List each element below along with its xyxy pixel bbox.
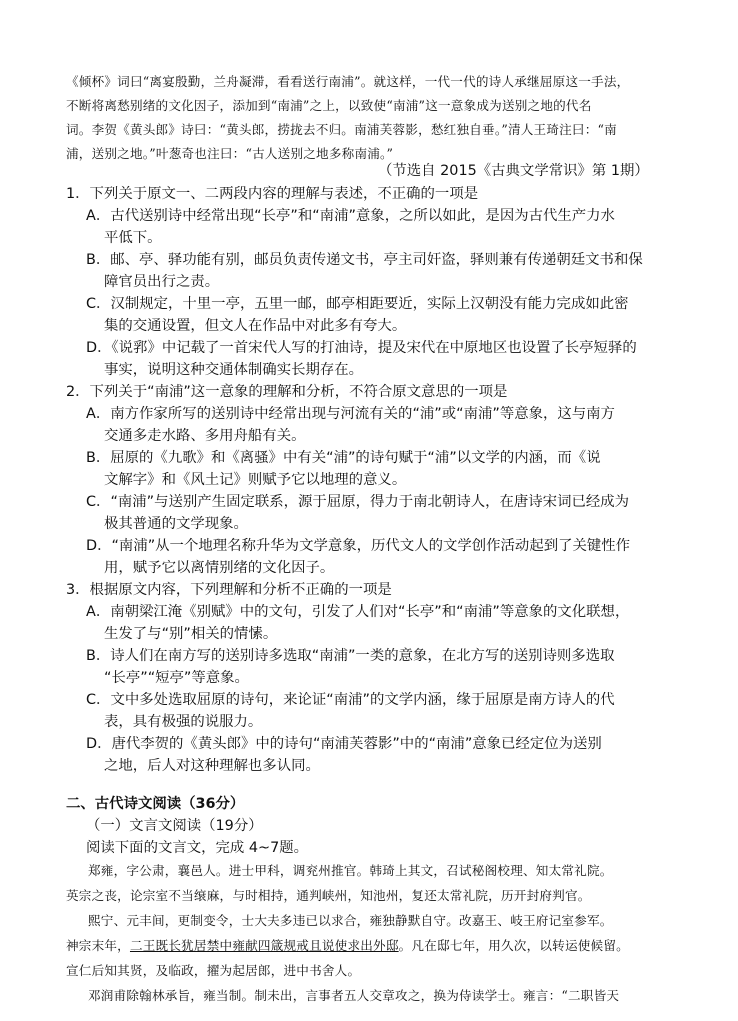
q2-option-b-cont: 文解字》和《风土记》则赋予它以地理的意义。 [104, 472, 407, 488]
q1-option-d: D．《说郛》中记载了一首宋代人写的打油诗，提及宋代在中原地区也设置了长亭短驿的 [86, 340, 637, 356]
underlined-sentence: 二王既长犹居禁中雍献四箴规戒且说使求出外邸 [129, 938, 399, 953]
q3-option-b-cont: “长亭”“短亭”等意象。 [104, 670, 249, 686]
question-2-stem: 2．下列关于“南浦”这一意象的理解和分析，不符合原文意思的一项是 [66, 384, 508, 400]
question-1-stem: 1．下列关于原文一、二两段内容的理解与表述，不正确的一项是 [66, 186, 479, 202]
passage-text: 神宗末年， [66, 938, 130, 953]
section-heading: 二、古代诗文阅读（36分） [66, 796, 245, 812]
reading-instruction: 阅读下面的文言文，完成 4~7题。 [86, 840, 309, 856]
q2-option-b: B．屈原的《九歌》和《离骚》中有关“浦”的诗句赋于“浦”以文学的内涵，而《说 [86, 450, 601, 466]
source-citation: （节选自 2015《古典文学常识》第 1期） [378, 163, 649, 179]
q1-option-a: A．古代送别诗中经常出现“长亭”和“南浦”意象，之所以如此，是因为古代生产力水 [86, 208, 615, 224]
intro-line: 《倾杯》词曰“离宴殷勤，兰舟凝滞，看看送行南浦”。就这样，一代一代的诗人承继屈原这一手法， [66, 74, 630, 89]
q1-option-b-cont: 障官员出行之责。 [104, 274, 220, 290]
q1-option-c: C．汉制规定，十里一亭，五里一邮，邮亭相距要近，实际上汉朝没有能力完成如此密 [86, 296, 629, 312]
intro-line: 不断将离愁别绪的文化因子，添加到“南浦”之上，以致使“南浦”这一意象成为送别之地的代名 [66, 98, 592, 113]
intro-line: 浦，送别之地。”叶葱奇也注曰：“古人送别之地多称南浦。” [66, 146, 394, 161]
passage-line: 宣仁后知其贤，及临政，擢为起居郎，进中书舍人。 [66, 963, 361, 978]
subsection-heading: （一）文言文阅读（19分） [86, 818, 263, 834]
q2-option-c-cont: 极其普通的文学现象。 [104, 516, 248, 532]
q2-option-d: D．“南浦”从一个地理名称升华为文学意象，历代文人的文学创作活动起到了关键性作 [86, 538, 631, 554]
q2-option-a-cont: 交通多走水路、多用舟船有关。 [104, 428, 306, 444]
q1-option-c-cont: 集的交通设置，但文人在作品中对此多有夸大。 [104, 318, 407, 334]
passage-line: 英宗之丧，论宗室不当缞麻，与时相持，通判峡州，知池州，复还太常礼院，历开封府判官。 [66, 888, 591, 903]
q3-option-d: D．唐代李贺的《黄头郎》中的诗句“南浦芙蓉影”中的“南浦”意象已经定位为送别 [86, 736, 602, 752]
q1-option-b: B．邮、亭、驿功能有别，邮员负责传递文书，亭主司奸盗，驿则兼有传递朝廷文书和保 [86, 252, 643, 268]
passage-line: 熙宁、元丰间，更制变令，士大夫多违已以求合，雍独静默自守。改嘉王、岐王府记室参军。 [88, 913, 613, 928]
passage-text: 。凡在邸七年，用久次，以转运使候留。 [398, 938, 629, 953]
intro-line: 词。李贺《黄头郎》诗曰：“黄头郎，捞拢去不归。南浦芙蓉影，愁红独自垂。”清人王琦注曰：“南 [66, 122, 617, 137]
q3-option-d-cont: 之地，后人对这种理解也多认同。 [104, 758, 320, 774]
q2-option-c: C．“南浦”与送别产生固定联系，源于屈原，得力于南北朝诗人，在唐诗宋词已经成为 [86, 494, 630, 510]
q2-option-a: A．南方作家所写的送别诗中经常出现与河流有关的“浦”或“南浦”等意象，这与南方 [86, 406, 615, 422]
passage-line: 郑雍，字公肃，襄邑人。进士甲科，调兖州推官。韩琦上其文，召试秘阁校理、知太常礼院。 [88, 863, 613, 878]
q1-option-d-cont: 事实，说明这种交通体制确实长期存在。 [104, 362, 364, 378]
q1-option-a-cont: 平低下。 [104, 230, 162, 246]
passage-line-with-underline [66, 936, 629, 956]
q3-option-c: C．文中多处选取屈原的诗句，来论证“南浦”的文学内涵，缘于屈原是南方诗人的代 [86, 692, 615, 708]
q3-option-a-cont: 生发了与“别”相关的情愫。 [104, 626, 278, 642]
question-3-stem: 3．根据原文内容，下列理解和分析不正确的一项是 [66, 582, 392, 598]
q2-option-d-cont: 用，赋予它以离情别绪的文化因子。 [104, 560, 335, 576]
q3-option-b: B．诗人们在南方写的送别诗多选取“南浦”一类的意象，在北方写的送别诗则多选取 [86, 648, 615, 664]
passage-line: 邓润甫除翰林承旨，雍当制。制未出，言事者五人交章攻之，换为侍读学士。雍言：“二职皆天 [88, 988, 620, 1003]
q3-option-c-cont: 表，具有极强的说服力。 [104, 714, 263, 730]
q3-option-a: A．南朝梁江淹《别赋》中的文句，引发了人们对“长亭”和“南浦”等意象的文化联想， [86, 604, 630, 620]
